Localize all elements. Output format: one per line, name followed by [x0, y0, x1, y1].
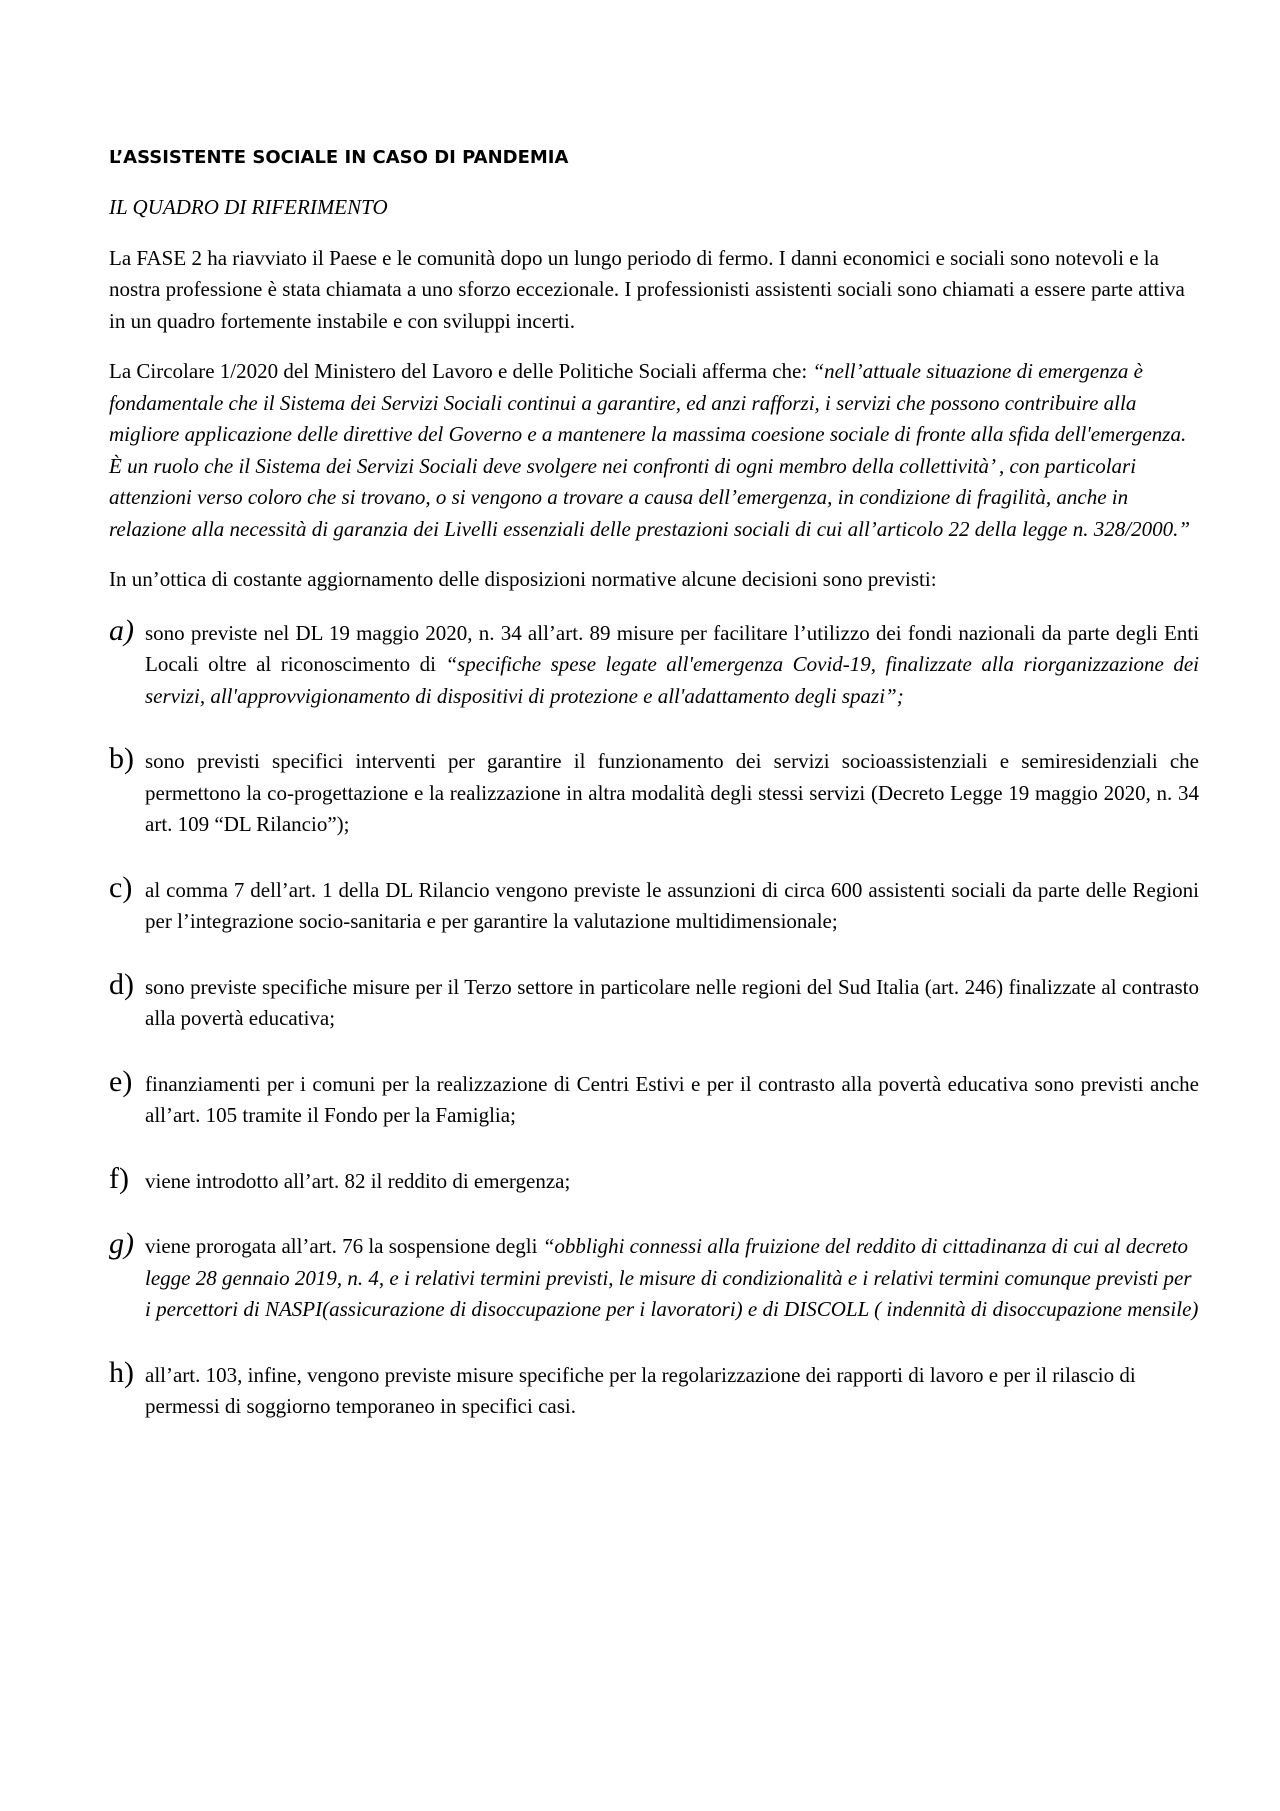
list-item-text: sono previste specifiche misure per il Terzo settore in particolare nelle regioni del Sud Italia (art. 246) finalizzate al contrasto alla povertà educativa;	[145, 974, 1199, 1030]
list-item-quote: “obblighi connessi alla fruizione del reddito di cittadinanza di cui al decreto legge 28 gennaio 2019, n. 4, e i relativi termini previsti, le misure di condizionalità e i relativi termini comunque previsti per i percettori di NASPI(assicurazione di disoccupazione per i lavoratori) e di DISCOLL ( indennità di disoccupazione mensile)	[145, 1234, 1199, 1321]
list-marker: f)	[109, 1161, 129, 1195]
list-item	[109, 870, 1199, 938]
list-item-text: viene introdotto all’art. 82 il reddito di emergenza;	[145, 1168, 571, 1193]
list-item-text: viene prorogata all’art. 76 la sospensione degli	[145, 1234, 543, 1258]
document-title: L’ASSISTENTE SOCIALE IN CASO DI PANDEMIA	[109, 147, 569, 168]
list-marker: g)	[109, 1227, 134, 1260]
ottica-paragraph: In un’ottica di costante aggiornamento delle disposizioni normative alcune decisioni sono previsti:	[109, 567, 937, 591]
list-marker: a)	[109, 613, 134, 647]
list-item-text: sono previste nel DL 19 maggio 2020, n. 34 all’art. 89 misure per facilitare l’utilizzo dei fondi nazionali da parte degli Enti Locali oltre al riconoscimento di	[145, 620, 1199, 676]
list-marker: c)	[109, 870, 133, 904]
list-item	[109, 742, 1199, 841]
list-marker: b)	[109, 742, 134, 775]
circolare-quote: “nell’attuale situazione di emergenza è fondamentale che il Sistema dei Servizi Sociali continui a garantire, ed anzi rafforzi, i servizi che possono contribuire alla migliore applicazione delle direttive del Governo e a mantenere la massima coesione sociale di fronte alla sfida dell'emergenza. È un ruolo che il Sistema dei Servizi Sociali deve svolgere nei confronti di ogni membro della collettività’ , con particolari attenzioni verso coloro che si trovano, o si vengono a trovare a causa dell’emergenza, in condizione di fragilità, anche in relazione alla necessità di garanzia dei Livelli essenziali delle prestazioni sociali di cui all’articolo 22 della legge n. 328/2000.”	[109, 359, 1191, 541]
circolare-lead: La Circolare 1/2020 del Ministero del Lavoro e delle Politiche Sociali afferma che:	[109, 359, 813, 383]
list-item	[109, 967, 1199, 1035]
list-marker: h)	[109, 1355, 134, 1389]
list-item	[109, 1355, 1199, 1423]
circolare-paragraph	[109, 356, 1199, 545]
list-item	[109, 613, 1200, 713]
list-item-text: sono previsti specifici interventi per garantire il funzionamento dei servizi socioassistenziali e semiresidenziali che permettono la co-progettazione e la realizzazione in altra modalità degli stessi servizi (Decreto Legge 19 maggio 2020, n. 34 art. 109 “DL Rilancio”);	[145, 749, 1199, 836]
list-item	[109, 1161, 1199, 1198]
section-subtitle: IL QUADRO DI RIFERIMENTO	[109, 195, 388, 219]
list-item-text: al comma 7 dell’art. 1 della DL Rilancio vengono previste le assunzioni di circa 600 assistenti sociali da parte delle Regioni per l’integrazione socio-sanitaria e per garantire la valutazione multidimensionale;	[145, 877, 1199, 933]
list-item-text: all’art. 103, infine, vengono previste misure specifiche per la regolarizzazione dei rapporti di lavoro e per il rilascio di permessi di soggiorno temporaneo in specifici casi.	[145, 1362, 1136, 1418]
decisions-list	[109, 613, 1200, 1423]
list-item-text: finanziamenti per i comuni per la realizzazione di Centri Estivi e per il contrasto alla povertà educativa sono previsti anche all’art. 105 tramite il Fondo per la Famiglia;	[145, 1071, 1199, 1127]
list-item-quote: “specifiche spese legate all'emergenza Covid-19, finalizzate alla riorganizzazione dei servizi, all'approvvigionamento di dispositivi di protezione e all'adattamento degli spazi”;	[145, 652, 1200, 708]
list-item	[109, 1064, 1199, 1132]
list-item	[109, 1227, 1199, 1326]
list-marker: e)	[109, 1064, 133, 1098]
document-body	[109, 146, 1199, 1457]
intro-paragraph: La FASE 2 ha riavviato il Paese e le comunità dopo un lungo periodo di fermo. I danni economici e sociali sono notevoli e la nostra professione è stata chiamata a uno sforzo eccezionale. I professionisti assistenti sociali sono chiamati a essere parte attiva in un quadro fortemente instabile e con sviluppi incerti.	[109, 245, 1185, 333]
list-marker: d)	[109, 967, 134, 1001]
